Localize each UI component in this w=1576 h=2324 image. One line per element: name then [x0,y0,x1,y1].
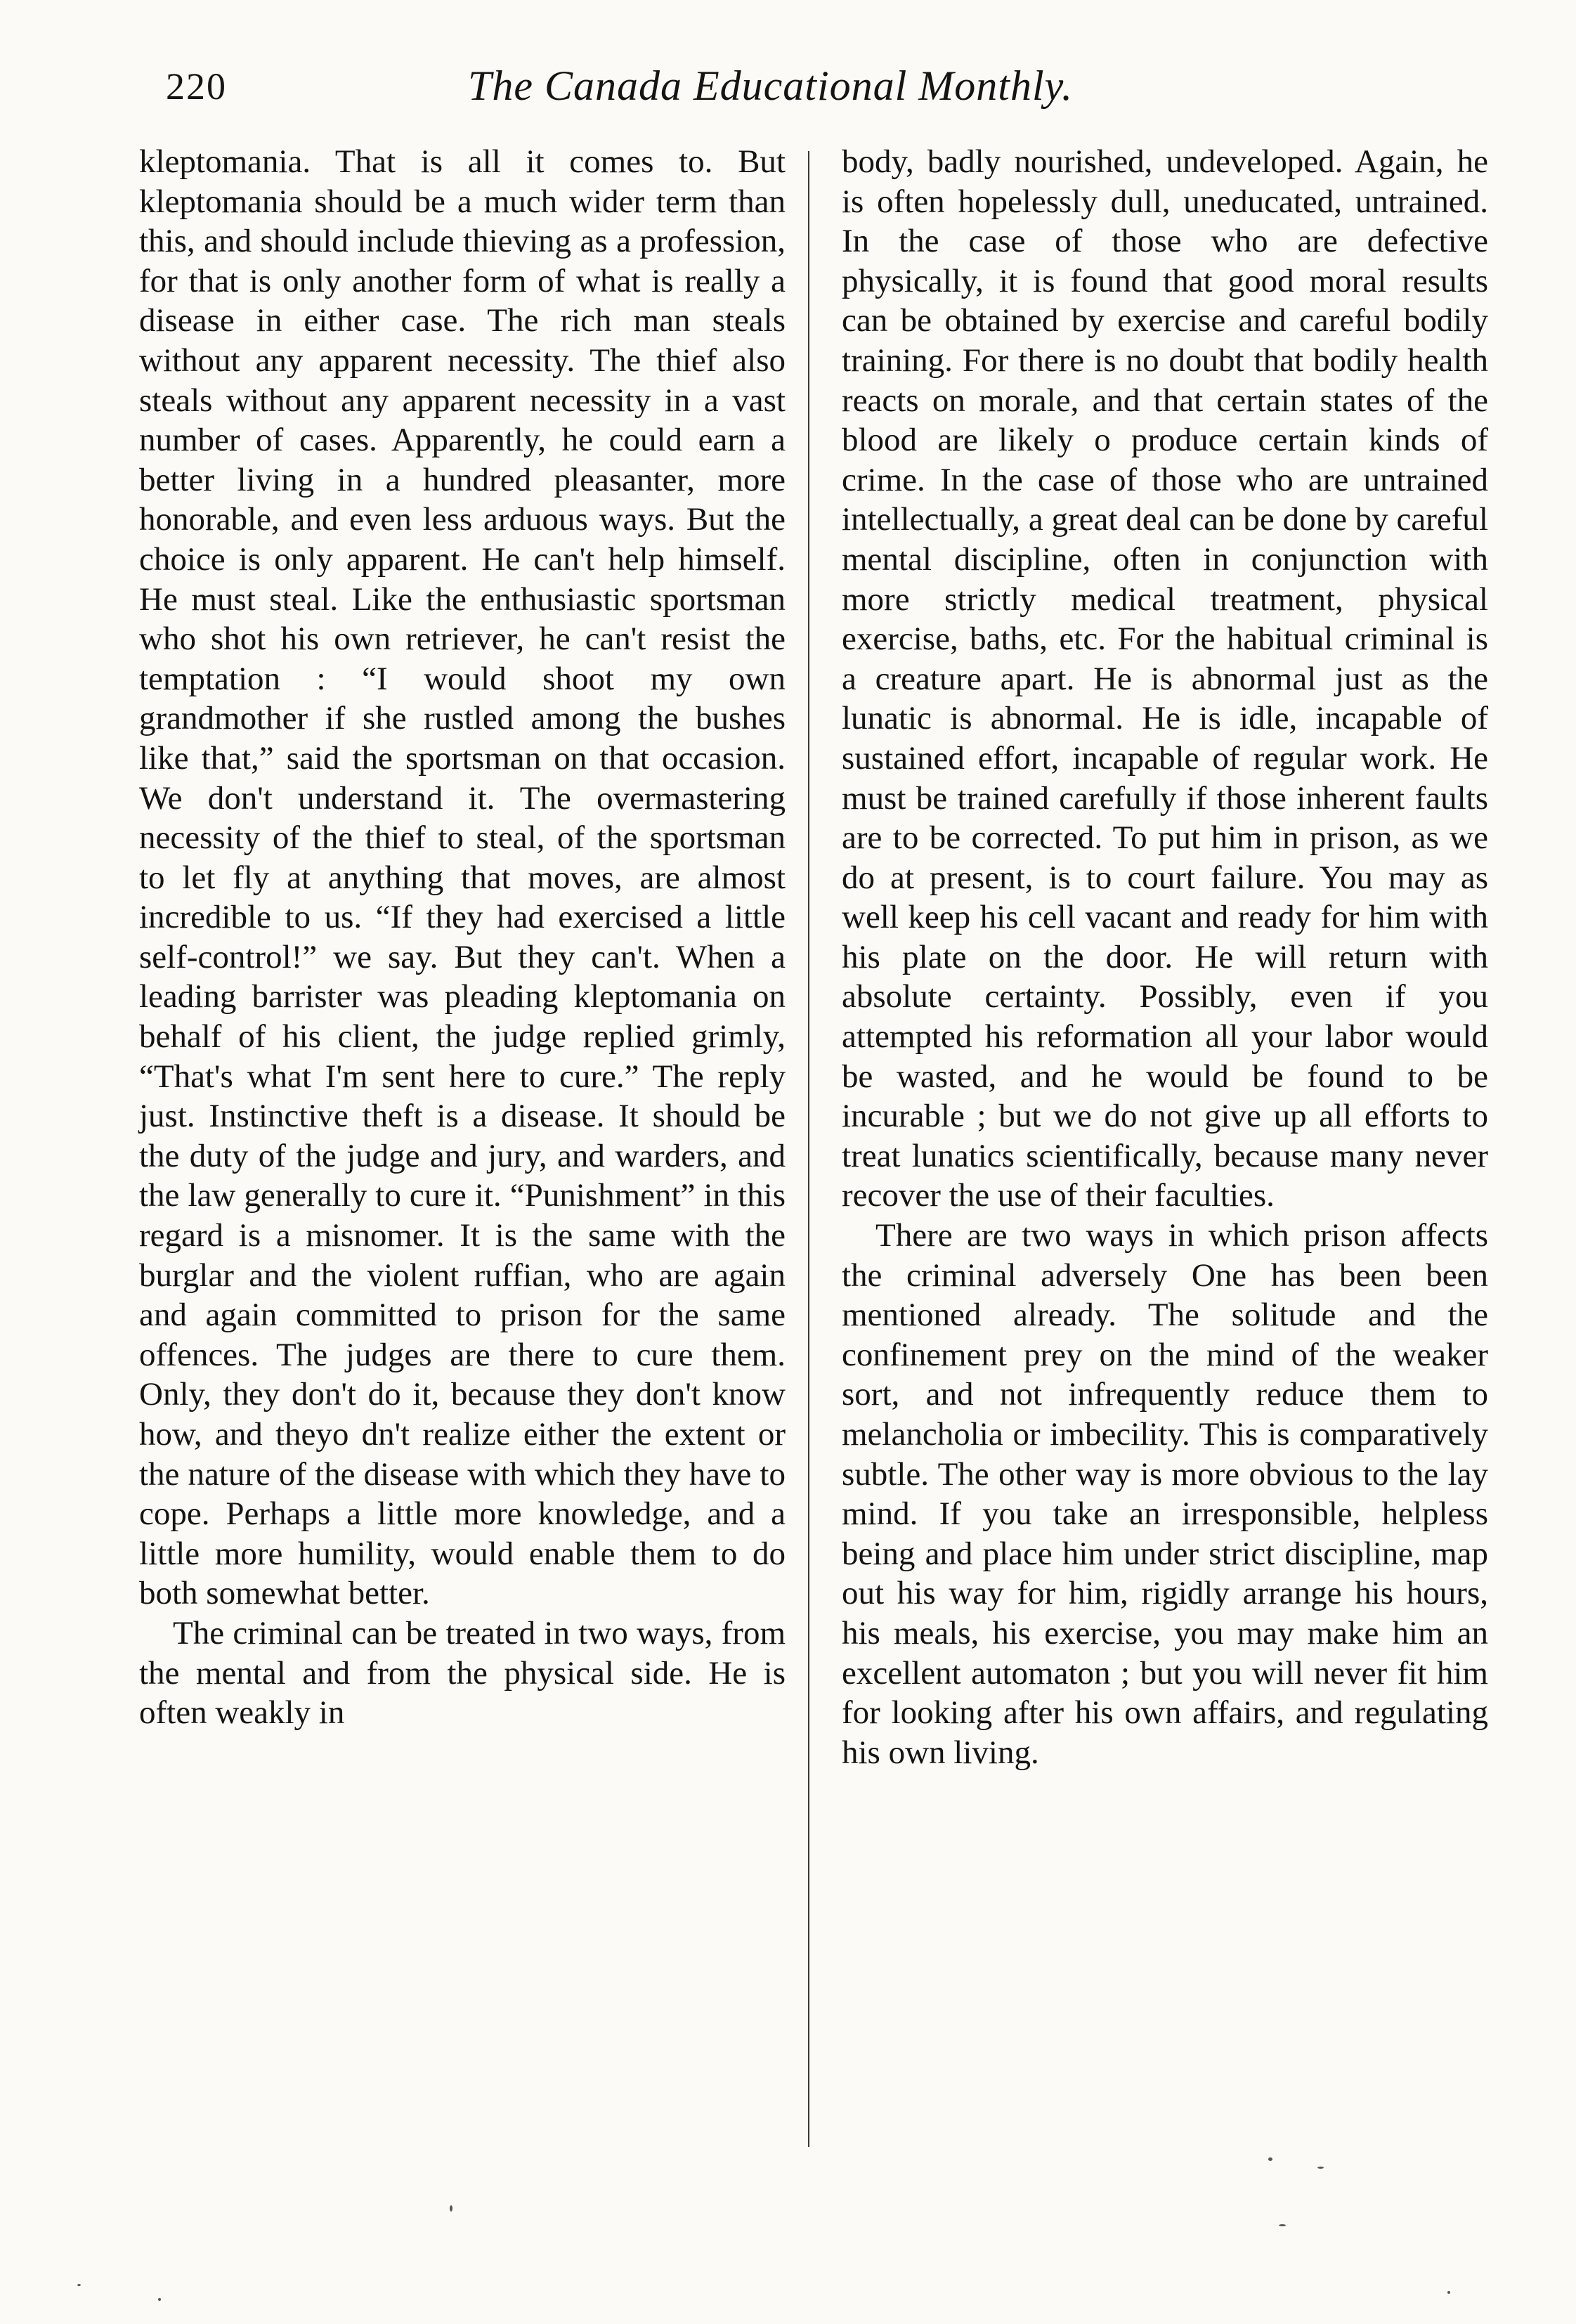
column-rule [808,151,809,2147]
right-paragraph-2: There are two ways in which prison affects the criminal adversely One has been been mentioned already. The solitude and the confinement prey on the mind of the weaker sort, and not infrequently reduce them to melancholia or imbecility. This is comparatively subtle. The other way is more obvious to the lay mind. If you take an irresponsible, helpless being and place him under strict discipline, map out his way for him, rigidly arrange his hours, his meals, his exercise, you may make him an excellent automaton ; but you will never fit him for looking after his own affairs, and regulating his own living. [842,1217,1488,1771]
page-number: 220 [166,65,227,108]
print-speck [1279,2224,1286,2226]
print-speck [77,2284,81,2286]
page-header [166,65,1467,121]
left-paragraph-1: kleptomania. That is all it comes to. But kleptomania should be a much wider term than this, and should include thieving as a profession, for that is only another form of what is really a disease in either case. The rich man steals without any apparent necessity. The thief also steals without any apparent necessity in a vast number of cases. Apparently, he could earn a better living in a hundred pleasanter, more honorable, and even less arduous ways. But the choice is only apparent. He can't help himself. He must steal. Like the enthusiastic sportsman who shot his own retriever, he can't resist the temptation : “I would shoot my own grandmother if she rustled among the bushes like that,” said the sportsman on that occasion. We don't understand it. The overmastering necessity of the thief to steal, of the sportsman to let fly at anything that moves, are almost incredible to us. “If they had exercised a little self-control!” we say. But they can't. When a leading barrister was pleading kleptomania on behalf of his client, the judge replied grimly, “That's what I'm sent here to cure.” The reply just. Instinctive theft is a disease. It should be the duty of the judge and jury, and warders, and the law generally to cure it. “Punishment” in this regard is a misnomer. It is the same with the burglar and the violent ruffian, who are again and again committed to prison for the same offences. The judges are there to cure them. Only, they don't do it, because they don't know how, and theyo dn't realize either the extent or the nature of the disease with which they have to cope. Perhaps a little more knowledge, and a little more humility, would enable them to do both somewhat better. [139,143,786,1612]
right-paragraph-1: body, badly nourished, undeveloped. Again, he is often hopelessly dull, uneducated, untrained. In the case of those who are defective physically, it is found that good moral results can be obtained by exercise and careful bodily training. For there is no doubt that bodily health reacts on morale, and that certain states of the blood are likely o produce certain kinds of crime. In the case of those who are untrained intellectually, a great deal can be done by careful mental discipline, often in conjunction with more strictly medical treatment, physical exercise, baths, etc. For the habitual criminal is a creature apart. He is abnormal just as the lunatic is abnormal. He is idle, incapable of sustained effort, incapable of regular work. He must be trained carefully if those inherent faults are to be corrected. To put him in prison, as we do at present, is to court failure. You may as well keep his cell vacant and ready for him with his plate on the door. He will return with absolute certainty. Possibly, even if you attempted his reformation all your labor would be wasted, and he would be found to be incurable ; but we do not give up all efforts to treat lunatics scientifically, because many never recover the use of their faculties. [842,143,1488,1214]
print-speck [1268,2157,1272,2161]
print-speck [158,2298,161,2301]
right-column [842,142,1488,1772]
left-column [139,142,786,1733]
left-paragraph-2: The criminal can be treated in two ways, from the mental and from the physical side. He is often weakly in [139,1614,786,1732]
print-speck [1317,2167,1324,2169]
running-title: The Canada Educational Monthly. [468,63,1073,109]
print-speck [1447,2291,1450,2294]
print-speck [450,2205,452,2212]
